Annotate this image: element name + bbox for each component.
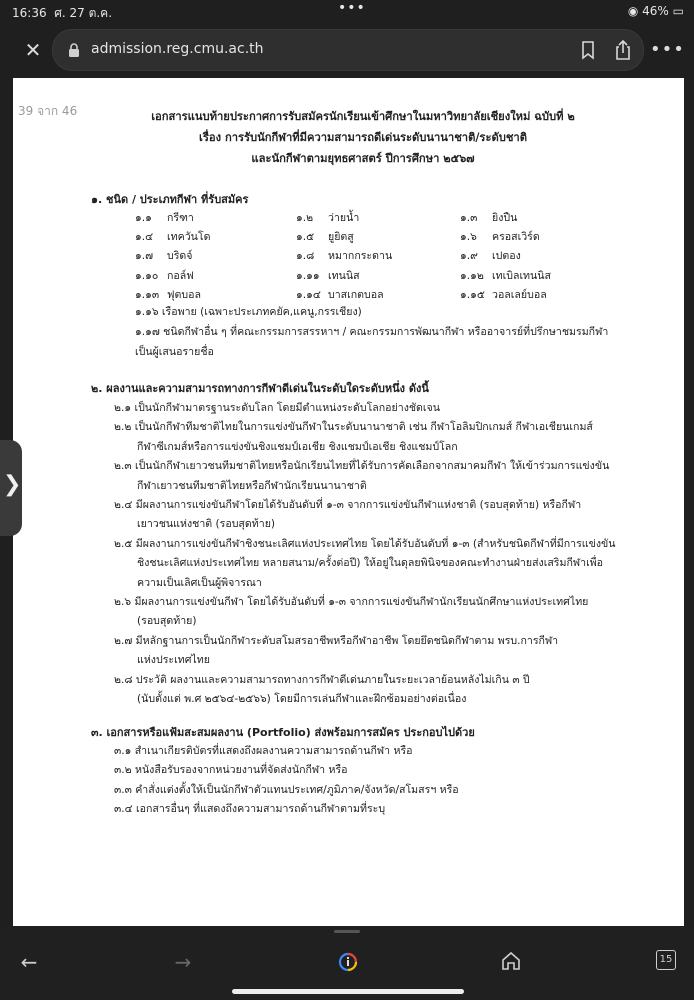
criteria-item: ๒.๗ มีหลักฐานการเป็นนักกีฬาระดับสโมสรอาชีพหรือกีฬาอาชีพ โดยยึดชนิดกีฬาตาม พรบ.การกีฬา (114, 634, 559, 647)
section-2-title: ๒. ผลงานและความสามารถทางการกีฬาดีเด่นในระดับใดระดับหนึ่ง ดังนี้ (91, 382, 429, 395)
criteria-item-cont: เยาวชนแห่งชาติ (รอบสุดท้าย) (137, 518, 276, 531)
sport-number: ๑.๙ (460, 250, 478, 263)
sport-number: ๑.๘ (296, 250, 315, 263)
section-1-item-16: ๑.๑๖ เรือพาย (เฉพาะประเภทคยัค,แคนู,กรรเชียง) (135, 306, 362, 318)
sport-name: วอลเลย์บอล (492, 288, 547, 301)
sport-name: บริดจ์ (167, 250, 193, 263)
sport-number: ๑.๓ (460, 212, 478, 224)
section-1-title: ๑. ชนิด / ประเภทกีฬา ที่รับสมัคร (91, 193, 249, 206)
sport-number: ๑.๕ (296, 231, 315, 244)
drag-indicator (334, 930, 360, 933)
section-1-item-17: ๑.๑๗ ชนิดกีฬาอื่น ๆ ที่คณะกรรมการสรรหาฯ / คณะกรรมการพัฒนากีฬา หรืออาจารย์ที่ปรึกษาชมรมกีฬา (135, 326, 609, 338)
sport-number: ๑.๒ (296, 212, 314, 224)
browser-toolbar (0, 27, 694, 73)
sidebar-handle[interactable] (0, 440, 22, 536)
status-bar (0, 0, 694, 22)
sport-name: ยูยิตสู (328, 231, 354, 244)
sport-name: เทควันโด (167, 231, 211, 244)
criteria-item: ๒.๓ เป็นนักกีฬาเยาวชนทีมชาติไทยหรือนักเรียนไทยที่ได้รับการคัดเลือกจากสมาคมกีฬา ให้เข้าร่วมการแข่งขัน (114, 460, 610, 473)
criteria-item: ๒.๘ ประวัติ ผลงานและความสามารถทางการกีฬาดีเด่นภายในระยะเวลาย้อนหลังไม่เกิน ๓ ปี (114, 673, 530, 686)
sport-number: ๑.๑๑ (296, 269, 320, 282)
heading-line-3: และนักกีฬาตามยุทธศาสตร์ ปีการศึกษา ๒๕๖๗ (251, 152, 475, 165)
address-bar[interactable] (52, 29, 644, 71)
portfolio-item: ๓.๑ สำเนาเกียรติบัตรที่แสดงถึงผลงานความสามารถด้านกีฬา หรือ (114, 745, 413, 757)
heading-line-1: เอกสารแนบท้ายประกาศการรับสมัครนักเรียนเข้าศึกษาในมหาวิทยาลัยเชียงใหม่ ฉบับที่ ๒ (151, 110, 575, 123)
document-heading (83, 106, 643, 169)
share-icon[interactable] (611, 38, 635, 62)
sport-name: หมากกระดาน (328, 250, 393, 263)
sport-number: ๑.๑๓ (135, 288, 160, 301)
status-time: 16:36 ศ. 27 ต.ค. (12, 6, 113, 20)
sport-number: ๑.๑๕ (460, 288, 485, 301)
sport-number: ๑.๗ (135, 250, 154, 263)
home-indicator[interactable] (232, 989, 464, 994)
sport-name: เทนนิส (328, 269, 360, 282)
close-icon[interactable]: ✕ (24, 38, 42, 62)
criteria-item-cont: กีฬาซีเกมส์หรือการแข่งขันชิงแชมป์เอเชีย ชิงแชมป์เอเชีย ชิงแชมป์โลก (137, 440, 458, 453)
criteria-item: ๒.๕ มีผลงานการแข่งขันกีฬาชิงชนะเลิศแห่งประเทศไทย โดยได้รับอันดับที่ ๑-๓ (สำหรับชนิดกีฬาที่มีการแข่งขัน (114, 537, 616, 550)
sport-name: ครอสเวิร์ด (492, 231, 540, 244)
sport-name: บาสเกตบอล (328, 288, 384, 301)
criteria-item-cont: (รอบสุดท้าย) (137, 615, 197, 628)
home-icon[interactable] (496, 950, 526, 974)
assistant-icon[interactable] (333, 950, 363, 974)
sport-number: ๑.๑๔ (296, 288, 321, 301)
sport-number: ๑.๖ (460, 231, 477, 244)
more-icon[interactable]: ••• (650, 39, 685, 60)
sport-number: ๑.๑๐ (135, 269, 159, 282)
status-right (628, 4, 684, 18)
criteria-item-cont: ชิงชนะเลิศแห่งประเทศไทย หลายสนาม/ครั้งต่อปี) ให้อยู่ในดุลยพินิจของคณะทำงานฝ่ายส่งเสริมกีฬาเพื่อ (137, 557, 604, 570)
sport-number: ๑.๑ (135, 212, 152, 224)
multitask-dots[interactable]: ••• (338, 0, 366, 16)
page-indicator: 39 จาก 46 (18, 104, 78, 118)
sport-name: กรีฑา (167, 212, 194, 224)
sport-name: เปตอง (492, 250, 521, 263)
sport-name: กอล์ฟ (167, 269, 194, 282)
lock-icon (65, 41, 83, 59)
criteria-item-cont: ความเป็นเลิศเป็นผู้พิจารณา (137, 576, 262, 589)
section-3-title: ๓. เอกสารหรือแฟ้มสะสมผลงาน (Portfolio) ส่งพร้อมการสมัคร ประกอบไปด้วย (91, 726, 475, 739)
sport-name: ยิงปืน (492, 212, 518, 224)
battery-icon: ▭ (672, 4, 684, 18)
sport-number: ๑.๔ (135, 231, 154, 244)
pdf-page (13, 78, 684, 926)
criteria-item: ๒.๖ มีผลงานการแข่งขันกีฬา โดยได้รับอันดับที่ ๑-๓ จากการแข่งขันกีฬานักเรียนนักศึกษาแห่งประเทศไทย (114, 596, 589, 608)
bookmark-icon[interactable] (577, 39, 599, 61)
url-text: admission.reg.cmu.ac.th (91, 41, 264, 57)
tabs-button[interactable]: 15 (656, 950, 676, 970)
chevron-right-icon: ❯ (3, 472, 22, 497)
back-icon[interactable]: ← (20, 950, 38, 974)
criteria-item-cont: แห่งประเทศไทย (137, 654, 210, 667)
wifi-icon: ◉ (627, 4, 639, 18)
forward-icon[interactable]: → (174, 950, 192, 974)
browser-bottom-bar (0, 926, 694, 1000)
criteria-item-cont: (นับตั้งแต่ พ.ศ ๒๕๖๔-๒๕๖๖) โดยมีการเล่นกีฬาและฝึกซ้อมอย่างต่อเนื่อง (137, 693, 467, 705)
criteria-item: ๒.๔ มีผลงานการแข่งขันกีฬาโดยได้รับอันดับที่ ๑-๓ จากการแข่งขันกีฬาแห่งชาติ (รอบสุดท้าย) หรือกีฬา (114, 499, 582, 511)
heading-line-2: เรื่อง การรับนักกีฬาที่มีความสามารถดีเด่นระดับนานาชาติ/ระดับชาติ (199, 131, 527, 144)
criteria-item-cont: กีฬาเยาวชนทีมชาติไทยหรือกีฬานักเรียนนานาชาติ (137, 479, 367, 492)
battery-percent: 46% (642, 4, 669, 18)
sport-name: ฟุตบอล (167, 288, 201, 301)
portfolio-item: ๓.๔ เอกสารอื่นๆ ที่แสดงถึงความสามารถด้านกีฬาตามที่ระบุ (114, 803, 386, 816)
portfolio-item: ๓.๒ หนังสือรับรองจากหน่วยงานที่จัดส่งนักกีฬา หรือ (114, 764, 348, 777)
criteria-item: ๒.๑ เป็นนักกีฬามาตรฐานระดับโลก โดยมีตำแหน่งระดับโลกอย่างชัดเจน (114, 402, 441, 414)
criteria-item: ๒.๒ เป็นนักกีฬาทีมชาติไทยในการแข่งขันกีฬาในระดับนานาชาติ เช่น กีฬาโอลิมปิกเกมส์ กีฬาเอเชียนเกมส์ (114, 421, 593, 434)
section-1-item-17-cont: เป็นผู้เสนอรายชื่อ (135, 346, 214, 358)
sport-name: ว่ายน้ำ (328, 212, 360, 224)
portfolio-item: ๓.๓ คำสั่งแต่งตั้งให้เป็นนักกีฬาตัวแทนประเทศ/ภูมิภาค/จังหวัด/สโมสรฯ หรือ (114, 783, 459, 796)
sport-number: ๑.๑๒ (460, 269, 484, 282)
sport-name: เทเบิลเทนนิส (492, 269, 551, 282)
